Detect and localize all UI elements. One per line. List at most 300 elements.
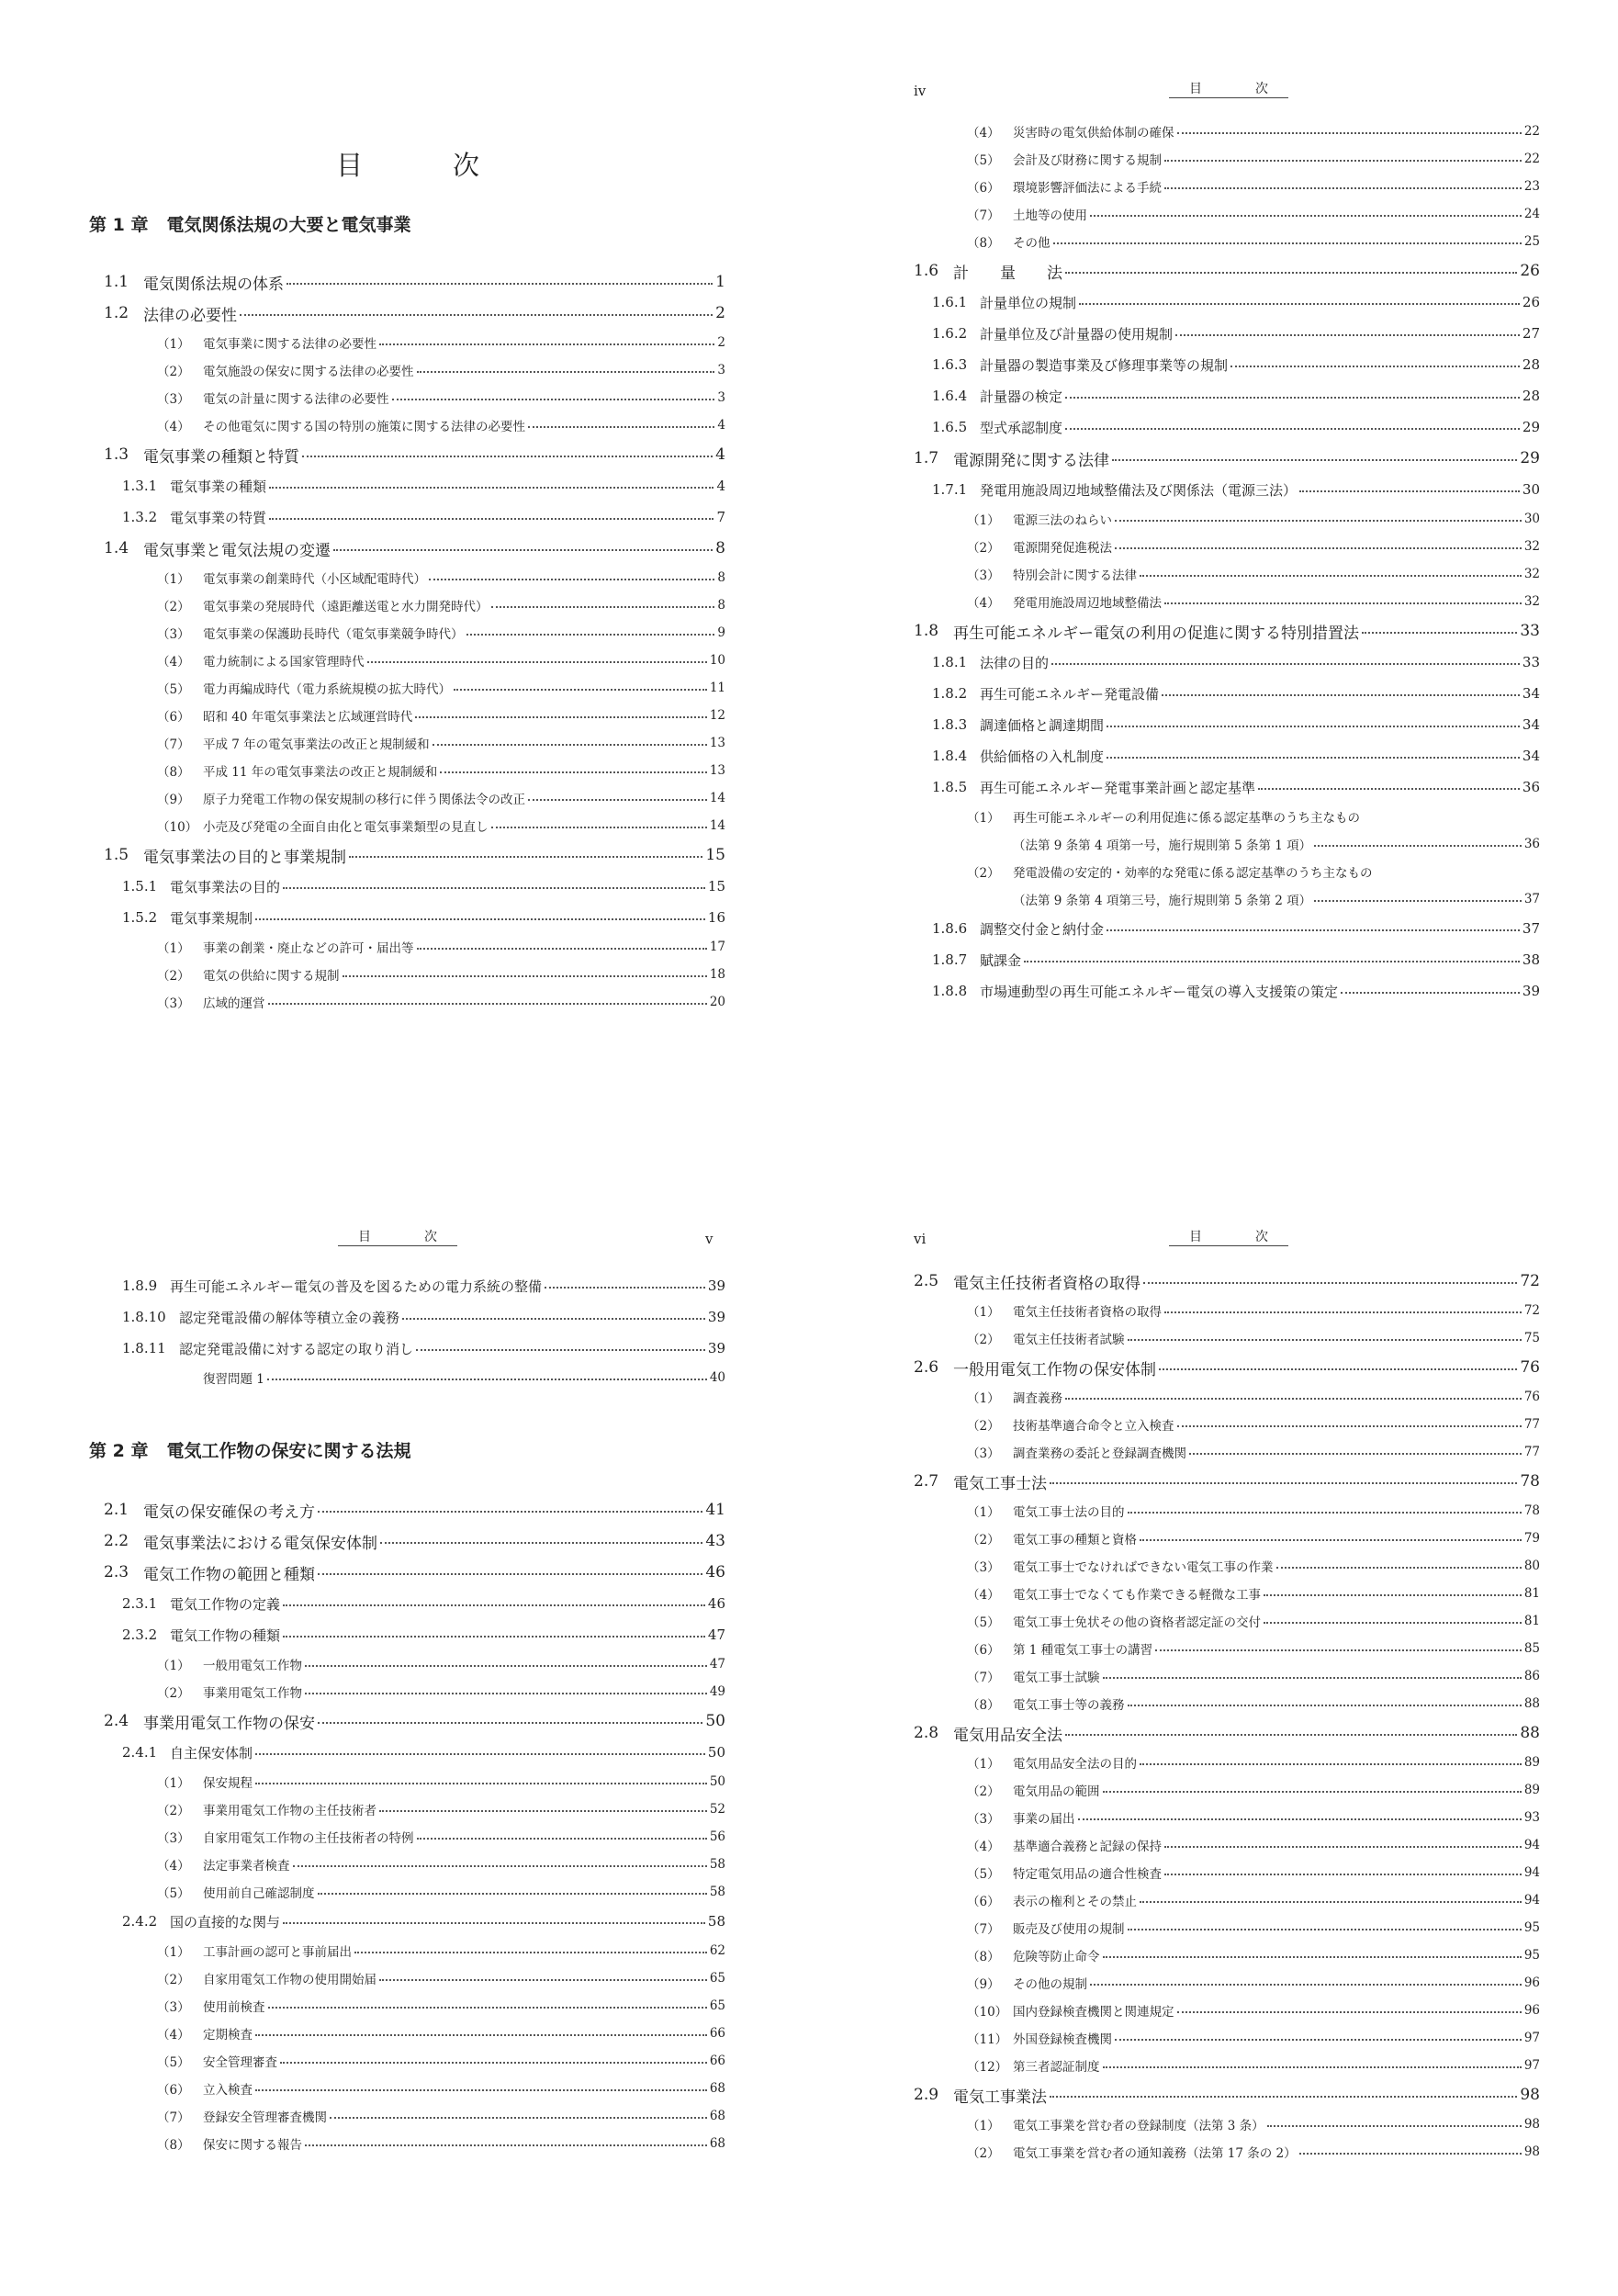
toc-entry-item[interactable]: [914, 1804, 1540, 1831]
entry-title: 安全管理審査: [203, 2055, 277, 2070]
entry-number: 1.2: [104, 304, 129, 322]
dot-leader: [1314, 900, 1522, 902]
entry-number: （3）: [157, 392, 190, 407]
toc-entry-item[interactable]: [914, 173, 1540, 200]
toc-entry-sub[interactable]: [104, 470, 725, 501]
entry-title: 電気関係法規の体系: [143, 275, 284, 294]
dot-leader: [1065, 272, 1517, 274]
toc-entry-item[interactable]: [104, 329, 725, 356]
toc-entry-item[interactable]: [104, 1964, 725, 1992]
dot-leader: [367, 661, 707, 663]
entry-number: （3）: [967, 1446, 1000, 1461]
entry-number: 1.8.2: [932, 685, 968, 702]
toc-entry-item[interactable]: [104, 1768, 725, 1795]
toc-entry-continuation[interactable]: [914, 885, 1540, 913]
toc-entry-item[interactable]: [104, 1992, 725, 2020]
toc-entry-item[interactable]: [914, 145, 1540, 173]
dot-leader: [429, 579, 714, 580]
entry-page-number: 14: [709, 791, 725, 805]
chapter-heading[interactable]: [89, 211, 725, 266]
dot-leader: [1140, 575, 1522, 577]
entry-number: 1.8.9: [122, 1277, 158, 1294]
dot-leader: [1050, 1482, 1517, 1484]
toc-entry-item[interactable]: [104, 812, 725, 839]
toc-entry-item[interactable]: [104, 988, 725, 1016]
toc-entry-item[interactable]: [104, 784, 725, 812]
entry-page-number: 18: [709, 967, 725, 982]
toc-entry-item[interactable]: [914, 803, 1540, 830]
running-header: [104, 1229, 728, 1266]
entry-number: （2）: [967, 2146, 1000, 2161]
entry-page-number: 72: [1520, 1272, 1540, 1290]
entry-page-number: 13: [709, 763, 725, 778]
toc-entry-item[interactable]: [104, 1678, 725, 1705]
toc-entry-sec[interactable]: [104, 298, 725, 329]
toc-entry-item[interactable]: [104, 619, 725, 647]
entry-page-number: 46: [707, 1595, 725, 1612]
dot-leader: [417, 371, 715, 373]
toc-entry-sub[interactable]: [914, 287, 1540, 318]
dot-leader: [1164, 160, 1522, 162]
entry-page-number: 96: [1523, 1975, 1540, 1990]
entry-title: 電気工事業を営む者の通知義務（法第 17 条の 2）: [1013, 2146, 1297, 2161]
toc-entry-item[interactable]: [104, 702, 725, 729]
entry-title: 電源三法のねらい: [1013, 513, 1112, 528]
entry-title: 電気工事の種類と資格: [1013, 1533, 1137, 1548]
dot-leader: [330, 2117, 707, 2119]
entry-page-number: 76: [1520, 1358, 1540, 1377]
entry-title: その他の規制: [1013, 1977, 1087, 1992]
entry-page-number: 94: [1523, 1838, 1540, 1852]
entry-page-number: 29: [1522, 419, 1540, 435]
entry-page-number: 17: [709, 940, 725, 954]
entry-title: 電気事業の種類: [170, 478, 267, 495]
entry-title: 調査義務: [1013, 1391, 1062, 1406]
entry-page-number: 24: [1523, 207, 1540, 221]
toc-entry-sub[interactable]: [104, 1588, 725, 1619]
toc-entry-item[interactable]: [914, 1662, 1540, 1690]
dot-leader: [1162, 694, 1520, 696]
entry-title: 賦課金: [980, 951, 1022, 969]
dot-leader: [269, 487, 713, 489]
entry-title: 電気主任技術者資格の取得: [953, 1274, 1140, 1293]
entry-title: 自主保安体制: [170, 1744, 253, 1761]
entry-page-number: 28: [1522, 388, 1540, 404]
entry-page-number: 2: [715, 304, 725, 322]
dot-leader: [1128, 1339, 1522, 1341]
entry-page-number: 50: [707, 1744, 725, 1761]
entry-title: 電気工事士法の目的: [1013, 1505, 1125, 1520]
toc-entry-item[interactable]: [104, 1937, 725, 1964]
entry-number: （8）: [967, 236, 1000, 251]
toc-entry-sub[interactable]: [914, 318, 1540, 349]
entry-page-number: 43: [705, 1532, 725, 1550]
toc-entry-item[interactable]: [914, 200, 1540, 228]
entry-number: （12）: [967, 2060, 1008, 2075]
toc-entry-item[interactable]: [104, 757, 725, 784]
dot-leader: [1112, 459, 1517, 461]
toc-entry-sec[interactable]: [104, 839, 725, 871]
entry-page-number: 86: [1523, 1669, 1540, 1683]
dot-leader: [1267, 2125, 1522, 2127]
entry-title: 電気工事士試験: [1013, 1671, 1100, 1685]
entry-title: 電気の供給に関する規制: [203, 969, 340, 984]
toc-entry-sec[interactable]: [914, 2079, 1540, 2110]
entry-page-number: 26: [1520, 262, 1540, 280]
entry-number: 2.3.2: [122, 1626, 158, 1643]
entry-page-number: 98: [1520, 2086, 1540, 2104]
entry-title: 環境影響評価法による手続: [1013, 181, 1162, 196]
toc-entry-item[interactable]: [914, 1497, 1540, 1525]
toc-entry-sec[interactable]: [104, 533, 725, 564]
entry-number: （3）: [157, 2000, 190, 2015]
toc-entry-item[interactable]: [104, 356, 725, 384]
toc-entry-item[interactable]: [914, 1859, 1540, 1886]
entry-title: 電気の計量に関する法律の必要性: [203, 392, 389, 407]
entry-title: 発電用施設周辺地域整備法: [1013, 596, 1162, 611]
entry-page-number: 30: [1523, 512, 1540, 526]
chapter-heading[interactable]: [89, 1437, 725, 1494]
toc-entry-sec[interactable]: [104, 1525, 725, 1557]
entry-page-number: 8: [717, 598, 725, 613]
entry-title: 電気事業法の目的: [170, 878, 281, 895]
entry-title: 事業用電気工作物の主任技術者: [203, 1804, 376, 1818]
dot-leader: [1155, 1649, 1522, 1651]
entry-page-number: 96: [1523, 2003, 1540, 2018]
entry-number: 1.8.8: [932, 983, 968, 999]
toc-entry-item[interactable]: [914, 1969, 1540, 1997]
entry-number: 1.5.2: [122, 909, 158, 926]
entry-title: 外国登録検査機関: [1013, 2032, 1112, 2047]
toc-entry-item[interactable]: [914, 2110, 1540, 2138]
entry-title: 災害時の電気供給体制の確保: [1013, 126, 1174, 141]
entry-title: 認定発電設備の解体等積立金の義務: [179, 1309, 400, 1326]
toc-entry-item[interactable]: [914, 1324, 1540, 1352]
entry-number: （2）: [157, 1804, 190, 1818]
toc-entry-sec[interactable]: [914, 615, 1540, 647]
entry-page-number: 11: [709, 681, 725, 695]
toc-entry-sub[interactable]: [104, 1333, 725, 1364]
dot-leader: [283, 1922, 705, 1924]
toc-entry-sub[interactable]: [104, 1737, 725, 1768]
toc-entry-sec[interactable]: [104, 1705, 725, 1737]
entry-page-number: 68: [709, 2109, 725, 2123]
entry-number: （9）: [157, 793, 190, 807]
toc-entry-item[interactable]: [914, 1635, 1540, 1662]
toc-entry-item[interactable]: [914, 2024, 1540, 2052]
toc-entry-sec[interactable]: [914, 443, 1540, 474]
entry-title: 電気事業と電気法規の変遷: [143, 541, 331, 560]
dot-leader: [255, 918, 705, 920]
entry-number: （1）: [967, 1305, 1000, 1320]
entry-title: 国の直接的な関与: [170, 1913, 281, 1930]
entry-page-number: 58: [709, 1857, 725, 1872]
dot-leader: [1299, 2153, 1522, 2155]
toc-entry-item[interactable]: [104, 729, 725, 757]
toc-entry-sec[interactable]: [914, 1717, 1540, 1749]
toc-entry-item[interactable]: [104, 1650, 725, 1678]
toc-entry-sub[interactable]: [914, 349, 1540, 380]
entry-number: （6）: [967, 181, 1000, 196]
toc-entry-item[interactable]: [104, 1795, 725, 1823]
toc-entry-item[interactable]: [914, 560, 1540, 588]
entry-page-number: 81: [1523, 1614, 1540, 1628]
dot-leader: [1107, 929, 1520, 931]
entry-number: （6）: [967, 1643, 1000, 1658]
entry-title: 事業用電気工作物: [203, 1686, 302, 1701]
toc-entry-sub[interactable]: [104, 902, 725, 933]
dot-leader: [305, 2144, 707, 2146]
entry-title: 電気事業の種類と特質: [143, 447, 299, 467]
entry-page-number: 37: [1523, 892, 1540, 906]
entry-number: （4）: [967, 596, 1000, 611]
entry-title: 平成 7 年の電気事業法の改正と規制緩和: [203, 737, 430, 752]
entry-title: 型式承認制度: [980, 419, 1063, 436]
entry-title: 登録安全管理審査機関: [203, 2110, 327, 2125]
entry-title: 法定事業者検査: [203, 1859, 290, 1874]
entry-number: （2）: [157, 1973, 190, 1987]
entry-title: 計量単位の規制: [980, 294, 1077, 311]
dot-leader: [1103, 1791, 1522, 1793]
toc-entry-sub[interactable]: [914, 913, 1540, 944]
entry-page-number: 39: [1522, 983, 1540, 999]
toc-entry-sub[interactable]: [914, 647, 1540, 678]
entry-number: 1.5.1: [122, 878, 158, 895]
toc-entry-item[interactable]: [914, 588, 1540, 615]
toc-entry-item[interactable]: [914, 1886, 1540, 1914]
toc-entry-sec[interactable]: [914, 255, 1540, 287]
entry-page-number: 23: [1523, 179, 1540, 194]
toc-entry-item[interactable]: [104, 1851, 725, 1878]
entry-number: （4）: [967, 1588, 1000, 1603]
toc-entry-sub[interactable]: [104, 501, 725, 533]
toc-entry-item[interactable]: [104, 2130, 725, 2157]
toc-entry-sub[interactable]: [914, 740, 1540, 771]
toc-entry-sub[interactable]: [914, 771, 1540, 803]
toc-entry-item[interactable]: [104, 647, 725, 674]
toc-entry-sec[interactable]: [104, 1494, 725, 1525]
toc-entry-item[interactable]: [104, 933, 725, 961]
toc-entry-sub[interactable]: [914, 380, 1540, 411]
entry-number: （1）: [967, 1505, 1000, 1520]
toc-entry-item[interactable]: [104, 2047, 725, 2075]
toc-entry-sec[interactable]: [914, 1266, 1540, 1297]
entry-number: （8）: [967, 1698, 1000, 1713]
entry-title: 技術基準適合命令と立入検査: [1013, 1419, 1174, 1434]
entry-number: （1）: [157, 1659, 190, 1673]
entry-page-number: 20: [709, 995, 725, 1009]
entry-title: 販売及び使用の規制: [1013, 1922, 1125, 1937]
toc-entry-item[interactable]: [914, 1525, 1540, 1552]
toc-entry-item[interactable]: [104, 411, 725, 439]
toc-entry-sub[interactable]: [914, 474, 1540, 505]
entry-number: （5）: [157, 1886, 190, 1901]
entry-title: 電力統制による国家管理時代: [203, 655, 365, 670]
entry-number: 1.6.1: [932, 294, 968, 310]
toc-entry-sub[interactable]: [104, 1906, 725, 1937]
entry-number: （3）: [157, 1831, 190, 1846]
entry-page-number: 58: [709, 1885, 725, 1899]
toc-entry-item[interactable]: [914, 1941, 1540, 1969]
entry-page-number: 94: [1523, 1893, 1540, 1908]
entry-title: 事業用電気工作物の保安: [143, 1714, 315, 1733]
entry-page-number: 30: [1522, 481, 1540, 498]
dot-leader: [528, 799, 707, 801]
toc-entry-item[interactable]: [914, 1690, 1540, 1717]
entry-number: 1.8.4: [932, 748, 968, 764]
entry-number: 1.6.4: [932, 388, 968, 404]
toc-entry-item[interactable]: [104, 384, 725, 411]
toc-entry-item[interactable]: [104, 564, 725, 591]
toc-entry-item[interactable]: [104, 1823, 725, 1851]
dot-leader: [433, 744, 707, 746]
entry-title: 電気工作物の範囲と種類: [143, 1565, 315, 1584]
entry-number: （4）: [967, 126, 1000, 141]
entry-page-number: 97: [1523, 2031, 1540, 2045]
entry-number: （10）: [157, 820, 198, 835]
toc-entry-item[interactable]: [914, 1914, 1540, 1941]
dot-leader: [402, 1318, 705, 1320]
entry-page-number: 49: [709, 1684, 725, 1699]
entry-page-number: 39: [707, 1340, 725, 1356]
toc-entry-item[interactable]: [914, 2138, 1540, 2166]
entry-title: 電気工事士でなければできない電気工事の作業: [1013, 1560, 1274, 1575]
entry-number: （3）: [157, 627, 190, 642]
toc-entry-sub[interactable]: [914, 411, 1540, 443]
entry-number: 2.8: [914, 1724, 939, 1742]
toc-entry-item[interactable]: [914, 2052, 1540, 2079]
entry-page-number: 68: [709, 2081, 725, 2096]
dot-leader: [293, 1865, 707, 1867]
toc-entry-sub[interactable]: [914, 709, 1540, 740]
entry-page-number: 65: [709, 1998, 725, 2013]
entry-page-number: 56: [709, 1829, 725, 1844]
dot-leader: [1053, 242, 1522, 244]
entry-page-number: 14: [709, 818, 725, 833]
entry-number: 1.6: [914, 262, 939, 280]
toc-entry-item[interactable]: [104, 591, 725, 619]
entry-page-number: 15: [707, 878, 725, 895]
entry-number: （4）: [967, 1840, 1000, 1854]
entry-title: 電気事業法における電気保安体制: [143, 1534, 377, 1553]
dot-leader: [318, 1722, 702, 1724]
toc-entry-item[interactable]: [914, 1607, 1540, 1635]
toc-entry-continuation[interactable]: [914, 830, 1540, 858]
toc-entry-item[interactable]: [914, 858, 1540, 885]
entry-number: 1.6.5: [932, 419, 968, 435]
entry-title: その他: [1013, 236, 1051, 251]
dot-leader: [379, 1810, 707, 1812]
entry-number: （2）: [967, 1533, 1000, 1548]
toc-entry-sub[interactable]: [104, 1270, 725, 1301]
entry-page-number: 97: [1523, 2058, 1540, 2073]
toc-entry-item[interactable]: [914, 1831, 1540, 1859]
toc-entry-item[interactable]: [104, 674, 725, 702]
toc-entry-sub[interactable]: [914, 944, 1540, 975]
toc-list: [89, 1270, 725, 2157]
entry-page-number: 26: [1522, 294, 1540, 310]
entry-title: 電気施設の保安に関する法律の必要性: [203, 365, 414, 379]
entry-title: 電気工事士でなくても作業できる軽微な工事: [1013, 1588, 1261, 1603]
dot-leader: [1264, 1622, 1522, 1624]
entry-page-number: 66: [709, 2054, 725, 2068]
entry-number: （5）: [157, 682, 190, 697]
title-char: 目: [1189, 1230, 1202, 1244]
dot-leader: [1230, 366, 1520, 367]
toc-entry-item[interactable]: [914, 1580, 1540, 1607]
entry-page-number: 8: [715, 539, 725, 557]
entry-page-number: 36: [1523, 837, 1540, 851]
entry-title: 計量器の検定: [980, 388, 1063, 405]
entry-number: （7）: [967, 1671, 1000, 1685]
toc-entry-sub[interactable]: [104, 1619, 725, 1650]
dot-leader: [240, 314, 713, 316]
entry-number: 1.8.3: [932, 716, 968, 733]
toc-entry-item[interactable]: [104, 1364, 725, 1391]
dot-leader: [1051, 663, 1520, 665]
toc-entry-item[interactable]: [914, 1997, 1540, 2024]
toc-entry-sub[interactable]: [104, 1301, 725, 1333]
toc-entry-item[interactable]: [914, 533, 1540, 560]
entry-number: 1.3: [104, 445, 129, 464]
toc-entry-sec[interactable]: [104, 1557, 725, 1588]
toc-entry-item[interactable]: [914, 1749, 1540, 1776]
entry-title: 会計及び財務に関する規制: [1013, 153, 1162, 168]
entry-page-number: 22: [1523, 124, 1540, 139]
toc-entry-sec[interactable]: [104, 266, 725, 298]
entry-page-number: 15: [705, 846, 725, 864]
toc-entry-sec[interactable]: [914, 1352, 1540, 1383]
toc-entry-sub[interactable]: [914, 678, 1540, 709]
toc-entry-item[interactable]: [914, 1552, 1540, 1580]
toc-entry-item[interactable]: [104, 2075, 725, 2102]
toc-entry-sub[interactable]: [104, 871, 725, 902]
dot-leader: [1103, 2066, 1522, 2068]
toc-entry-item[interactable]: [104, 1878, 725, 1906]
entry-page-number: 32: [1523, 594, 1540, 609]
entry-title: 電気事業の発展時代（遠距離送電と水力開発時代）: [203, 600, 489, 614]
dot-leader: [1159, 1368, 1517, 1370]
toc-entry-item[interactable]: [104, 961, 725, 988]
toc-entry-item[interactable]: [914, 118, 1540, 145]
toc-entry-item[interactable]: [914, 1383, 1540, 1411]
toc-entry-sec[interactable]: [914, 1466, 1540, 1497]
toc-entry-item[interactable]: [914, 1411, 1540, 1438]
toc-entry-item[interactable]: [914, 1438, 1540, 1466]
toc-entry-item[interactable]: [914, 1776, 1540, 1804]
dot-leader: [1128, 1512, 1522, 1514]
entry-number: （1）: [967, 2119, 1000, 2133]
dot-leader: [255, 1753, 705, 1755]
toc-entry-item[interactable]: [104, 2020, 725, 2047]
toc-entry-sub[interactable]: [914, 975, 1540, 1007]
entry-page-number: 72: [1523, 1303, 1540, 1318]
entry-number: 2.4: [104, 1712, 129, 1730]
toc-entry-item[interactable]: [104, 2102, 725, 2130]
toc-entry-item[interactable]: [914, 228, 1540, 255]
entry-page-number: 94: [1523, 1865, 1540, 1880]
entry-title: 電気工事業を営む者の登録制度（法第 3 条）: [1013, 2119, 1264, 2133]
toc-entry-item[interactable]: [914, 1297, 1540, 1324]
toc-entry-item[interactable]: [914, 505, 1540, 533]
entry-title: 供給価格の入札制度: [980, 748, 1105, 765]
entry-number: 2.9: [914, 2086, 939, 2104]
dot-leader: [318, 1893, 707, 1895]
entry-number: （6）: [157, 710, 190, 725]
entry-page-number: 25: [1523, 234, 1540, 249]
dot-leader: [545, 1287, 705, 1289]
toc-entry-sec[interactable]: [104, 439, 725, 470]
